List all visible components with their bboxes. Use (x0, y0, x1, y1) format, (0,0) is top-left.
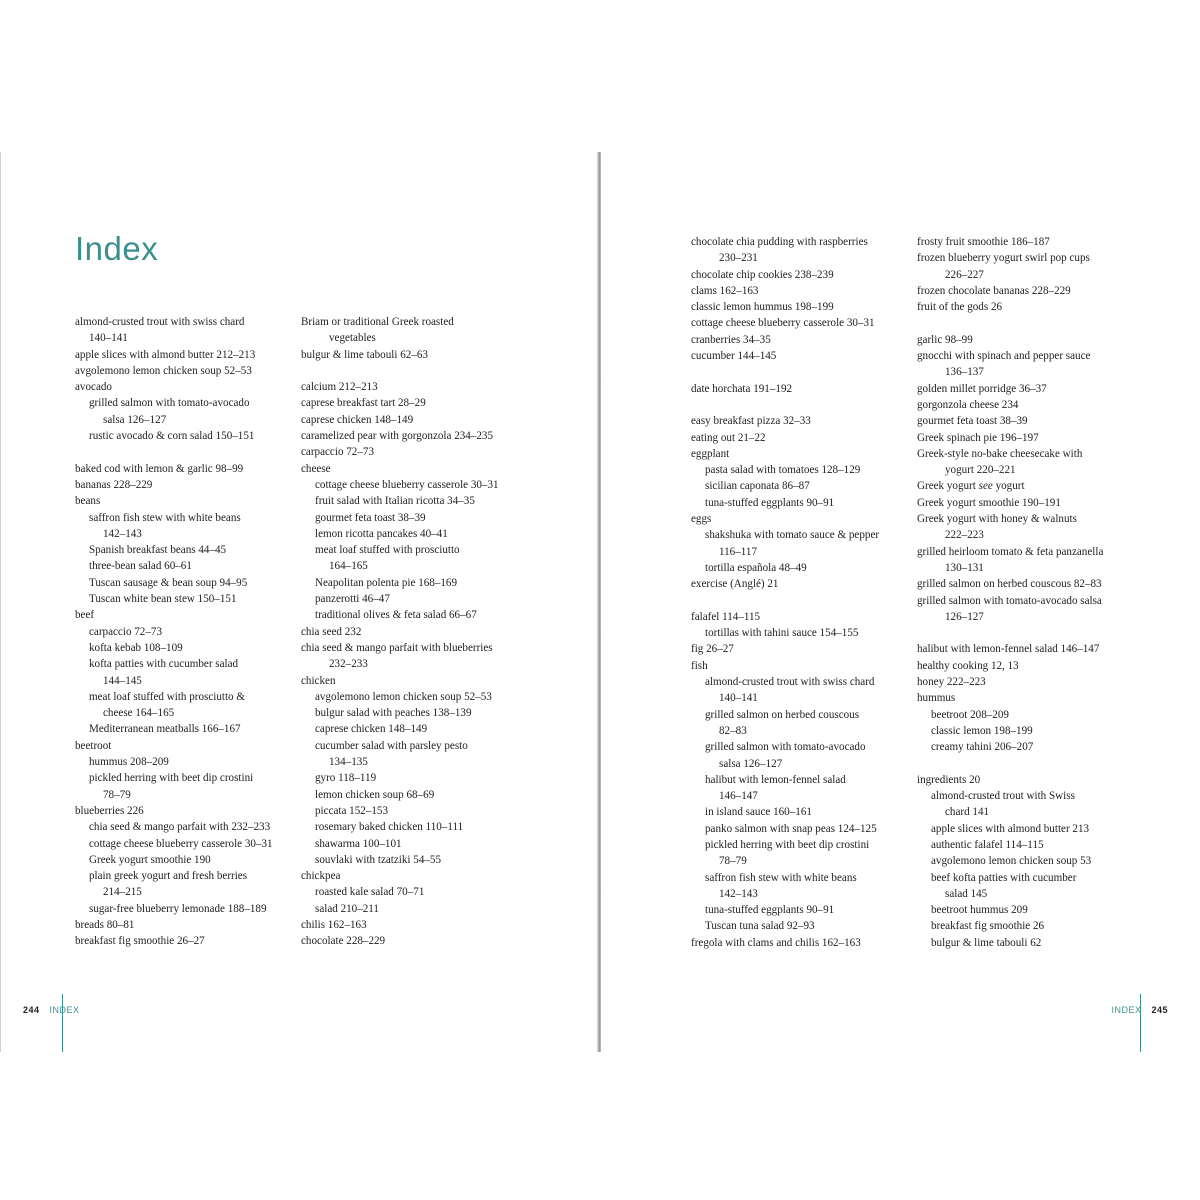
index-subentry: tuna-stuffed eggplants 90–91 (705, 904, 835, 917)
index-subentry: tortillas with tahini sauce 154–155 (705, 627, 859, 640)
index-entry: date horchata 191–192 (691, 382, 793, 395)
index-section-gap (917, 315, 1142, 331)
index-entry: bulgur & lime tabouli 62–63 (301, 348, 428, 361)
index-entry: blueberries 226 (75, 804, 144, 817)
index-section-gap (691, 364, 916, 380)
index-subentry: chard 141 (945, 806, 990, 819)
index-entry: chickpea (301, 870, 341, 883)
index-subentry: 142–143 (719, 887, 758, 900)
index-entry: easy breakfast pizza 32–33 (691, 415, 811, 428)
index-entry: cheese (301, 462, 331, 475)
index-subentry: avgolemono lemon chicken soup 52–53 (315, 690, 492, 703)
index-subentry: grilled salmon with tomato-avocado (705, 741, 866, 754)
index-subentry: sicilian caponata 86–87 (705, 480, 810, 493)
index-subentry: 230–231 (719, 252, 758, 265)
index-section-gap (75, 444, 300, 460)
index-subentry: tortilla española 48–49 (705, 561, 807, 574)
index-entry: gorgonzola cheese 234 (917, 398, 1019, 411)
index-section-gap (691, 593, 916, 609)
index-entry: beef (75, 609, 95, 622)
index-entry: fruit of the gods 26 (917, 301, 1003, 314)
index-subentry: cottage cheese blueberry casserole 30–31 (315, 478, 499, 491)
index-subentry: 164–165 (329, 560, 368, 573)
index-subentry: halibut with lemon-fennel salad (705, 773, 846, 786)
index-subentry: 116–117 (719, 545, 758, 558)
folio-rule (1140, 994, 1141, 1052)
index-entry: Greek-style no-bake cheesecake with (917, 447, 1083, 460)
index-subentry: 222–223 (945, 529, 984, 542)
index-subentry: apple slices with almond butter 213 (931, 822, 1090, 835)
index-subentry: pickled herring with beet dip crostini (89, 772, 254, 785)
index-subentry: plain greek yogurt and fresh berries (89, 870, 248, 883)
index-subentry: salsa 126–127 (719, 757, 783, 770)
index-subentry: lemon chicken soup 68–69 (315, 788, 435, 801)
index-subentry: 136–137 (945, 366, 984, 379)
right-page (601, 152, 1200, 1052)
index-entry: breakfast fig smoothie 26–27 (75, 935, 205, 948)
index-subentry: meat loaf stuffed with prosciutto & (89, 690, 246, 703)
index-subentry: in island sauce 160–161 (705, 806, 812, 819)
index-entry: chocolate chia pudding with raspberries (691, 236, 868, 248)
folio (23, 1005, 80, 1015)
index-subentry: yogurt 220–221 (945, 464, 1016, 477)
index-subentry: grilled salmon with tomato-avocado (89, 397, 250, 410)
index-entry: Greek spinach pie 196–197 (917, 431, 1039, 444)
index-subentry: Tuscan tuna salad 92–93 (705, 920, 815, 933)
index-subentry: gourmet feta toast 38–39 (315, 511, 426, 524)
index-subentry: avgolemono lemon chicken soup 53 (931, 855, 1092, 868)
index-entry: grilled heirloom tomato & feta panzanella (917, 545, 1104, 558)
index-subentry: carpaccio 72–73 (89, 625, 162, 638)
index-entry: almond-crusted trout with swiss chard (75, 316, 245, 328)
index-subentry: piccata 152–153 (315, 804, 389, 817)
index-subentry: almond-crusted trout with Swiss (931, 790, 1075, 803)
index-subentry: caprese chicken 148–149 (315, 723, 428, 736)
index-entry: breads 80–81 (75, 918, 135, 931)
index-subentry: 146–147 (719, 790, 758, 803)
index-entry: beetroot (75, 739, 112, 752)
index-column-4 (917, 234, 1142, 951)
index-subentry: rustic avocado & corn salad 150–151 (89, 430, 255, 443)
index-entry: chicken (301, 674, 336, 687)
index-entry: chia seed 232 (301, 625, 362, 638)
index-subentry: fruit salad with Italian ricotta 34–35 (315, 495, 475, 508)
index-entry: cranberries 34–35 (691, 333, 771, 346)
index-subentry: Mediterranean meatballs 166–167 (89, 723, 241, 736)
index-entry: caprese chicken 148–149 (301, 413, 414, 426)
left-page (0, 152, 599, 1052)
index-subentry: Spanish breakfast beans 44–45 (89, 544, 227, 557)
index-entry: chia seed & mango parfait with blueberries (301, 641, 493, 654)
index-entry: eggplant (691, 447, 730, 460)
index-subentry: almond-crusted trout with swiss chard (705, 676, 875, 689)
index-subentry: classic lemon 198–199 (931, 724, 1033, 737)
index-subentry: meat loaf stuffed with prosciutto (315, 544, 460, 557)
index-subentry: cottage cheese blueberry casserole 30–31 (89, 837, 273, 850)
index-subentry: hummus 208–209 (89, 756, 169, 769)
index-subentry: beetroot 208–209 (931, 708, 1009, 721)
index-entry: chocolate 228–229 (301, 935, 386, 948)
index-entry: fregola with clams and chilis 162–163 (691, 936, 861, 949)
index-subentry: lemon ricotta pancakes 40–41 (315, 527, 448, 540)
index-section-gap (917, 756, 1142, 772)
index-subentry: grilled salmon on herbed couscous (705, 708, 860, 721)
index-subentry: salad 145 (945, 887, 988, 900)
index-entry: Greek yogurt smoothie 190–191 (917, 496, 1061, 509)
index-entry: frozen chocolate bananas 228–229 (917, 284, 1071, 297)
index-entry: classic lemon hummus 198–199 (691, 301, 834, 314)
page-title: Index (75, 230, 159, 267)
index-subentry: pasta salad with tomatoes 128–129 (705, 464, 861, 477)
index-entry: Briam or traditional Greek roasted (301, 316, 454, 328)
page-number: 244 (23, 1005, 40, 1015)
index-subentry: shawarma 100–101 (315, 837, 402, 850)
page-number: 245 (1151, 1005, 1168, 1015)
index-subentry: Tuscan white bean stew 150–151 (89, 593, 237, 606)
index-entry: garlic 98–99 (917, 333, 973, 346)
index-subentry: 130–131 (945, 561, 984, 574)
index-column-1 (75, 314, 300, 950)
running-footer-label: INDEX (49, 1005, 80, 1015)
index-subentry: breakfast fig smoothie 26 (931, 920, 1045, 933)
index-subentry: beetroot hummus 209 (931, 904, 1028, 917)
index-subentry: chia seed & mango parfait with 232–233 (89, 821, 271, 834)
index-entry: calcium 212–213 (301, 381, 378, 394)
index-entry: fig 26–27 (691, 643, 734, 656)
index-subentry: salsa 126–127 (103, 413, 167, 426)
index-entry: caramelized pear with gorgonzola 234–235 (301, 430, 494, 443)
index-subentry: 232–233 (329, 658, 368, 671)
running-footer-label: INDEX (1111, 1005, 1142, 1015)
index-entry: grilled salmon with tomato-avocado salsa (917, 594, 1102, 607)
index-entry: chilis 162–163 (301, 918, 367, 931)
index-subentry: roasted kale salad 70–71 (315, 886, 425, 899)
index-entry: honey 222–223 (917, 676, 986, 689)
index-entry: apple slices with almond butter 212–213 (75, 348, 256, 361)
index-entry: golden millet porridge 36–37 (917, 382, 1047, 395)
index-entry: gnocchi with spinach and pepper sauce (917, 350, 1091, 363)
index-entry: fish (691, 659, 708, 672)
index-entry: beans (75, 495, 101, 508)
index-section-gap (917, 625, 1142, 641)
index-column-3 (691, 234, 916, 951)
index-subentry: sugar-free blueberry lemonade 188–189 (89, 902, 267, 915)
index-subentry: panko salmon with snap peas 124–125 (705, 822, 877, 835)
index-section-gap (301, 363, 526, 379)
index-subentry: Tuscan sausage & bean soup 94–95 (89, 576, 248, 589)
index-subentry: Neapolitan polenta pie 168–169 (315, 576, 458, 589)
index-entry: grilled salmon on herbed couscous 82–83 (917, 578, 1102, 591)
index-entry: eggs (691, 513, 712, 526)
index-subentry: kofta patties with cucumber salad (89, 658, 239, 671)
index-entry: baked cod with lemon & garlic 98–99 (75, 462, 244, 475)
index-subentry: traditional olives & feta salad 66–67 (315, 609, 477, 622)
index-subentry: 140–141 (89, 332, 128, 345)
index-subentry: 78–79 (103, 788, 131, 801)
index-subentry: panzerotti 46–47 (315, 593, 390, 606)
index-entry: exercise (Anglé) 21 (691, 578, 779, 591)
index-subentry: kofta kebab 108–109 (89, 641, 183, 654)
index-subentry: salad 210–211 (315, 902, 379, 915)
index-entry: healthy cooking 12, 13 (917, 659, 1019, 672)
index-subentry: authentic falafel 114–115 (931, 838, 1044, 851)
index-entry: clams 162–163 (691, 284, 759, 297)
folio (1111, 1005, 1168, 1015)
index-subentry: 144–145 (103, 674, 142, 687)
index-subentry: 126–127 (945, 610, 984, 623)
index-subentry: souvlaki with tzatziki 54–55 (315, 853, 442, 866)
index-entry: ingredients 20 (917, 773, 981, 786)
index-entry: chocolate chip cookies 238–239 (691, 268, 834, 281)
index-subentry: pickled herring with beet dip crostini (705, 838, 870, 851)
index-subentry: 78–79 (719, 855, 747, 868)
index-subentry: saffron fish stew with white beans (705, 871, 857, 884)
index-entry: cucumber 144–145 (691, 350, 777, 363)
index-subentry: tuna-stuffed eggplants 90–91 (705, 496, 835, 509)
index-subentry: Greek yogurt smoothie 190 (89, 853, 211, 866)
index-entry: cottage cheese blueberry casserole 30–31 (691, 317, 875, 330)
index-entry: falafel 114–115 (691, 610, 761, 623)
index-entry: bananas 228–229 (75, 478, 153, 491)
index-subentry: 214–215 (103, 886, 142, 899)
index-subentry: bulgur salad with peaches 138–139 (315, 707, 472, 720)
index-subentry: shakshuka with tomato sauce & pepper (705, 529, 880, 542)
index-entry: caprese breakfast tart 28–29 (301, 397, 426, 410)
index-subentry: 82–83 (719, 724, 747, 737)
index-entry: halibut with lemon-fennel salad 146–147 (917, 643, 1100, 656)
index-subentry: rosemary baked chicken 110–111 (315, 821, 464, 834)
index-subentry: saffron fish stew with white beans (89, 511, 241, 524)
index-section-gap (691, 397, 916, 413)
index-subentry: beef kofta patties with cucumber (931, 871, 1077, 884)
index-entry: avgolemono lemon chicken soup 52–53 (75, 364, 252, 377)
index-entry: gourmet feta toast 38–39 (917, 415, 1028, 428)
index-entry: eating out 21–22 (691, 431, 766, 444)
index-subentry: 226–227 (945, 268, 984, 281)
index-subentry: cheese 164–165 (103, 707, 175, 720)
index-subentry: 140–141 (719, 692, 758, 705)
index-subentry: creamy tahini 206–207 (931, 741, 1034, 754)
index-subentry: three-bean salad 60–61 (89, 560, 192, 573)
index-entry: carpaccio 72–73 (301, 446, 374, 459)
index-subentry: gyro 118–119 (315, 772, 377, 785)
index-subentry: cucumber salad with parsley pesto (315, 739, 468, 752)
index-entry: hummus (917, 692, 956, 705)
index-subentry: bulgur & lime tabouli 62 (931, 936, 1042, 949)
index-subentry: vegetables (329, 332, 376, 345)
folio-rule (62, 994, 63, 1052)
index-entry: avocado (75, 381, 112, 394)
index-column-2 (301, 314, 526, 950)
index-entry: frozen blueberry yogurt swirl pop cups (917, 252, 1090, 265)
index-entry: frosty fruit smoothie 186–187 (917, 236, 1050, 248)
book-spread (0, 152, 1200, 1052)
index-subentry: 134–135 (329, 756, 368, 769)
index-entry: Greek yogurt with honey & walnuts (917, 513, 1077, 526)
index-entry: Greek yogurt see yogurt (917, 480, 1025, 493)
index-subentry: 142–143 (103, 527, 142, 540)
